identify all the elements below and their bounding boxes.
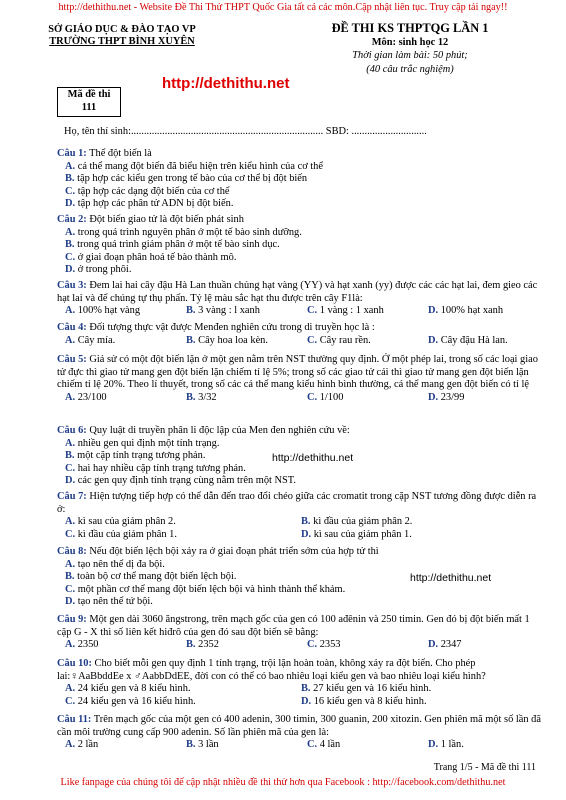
question-text: Đột biến giao tử là đột biến phát sinh xyxy=(89,214,244,225)
question-text: Cho biết mỗi gen quy định 1 tính trạng, trội lặn hoàn toàn, không xảy ra đột biến. Cho phép lai:♀AaBbddEe x ♂AabbDdEE, đời con có thể có bao nhiêu loại kiểu gen và bao nhiêu loại kiểu hình? xyxy=(57,658,486,682)
option-d[interactable]: D. Cây đậu Hà lan. xyxy=(428,334,508,346)
option-a[interactable]: A. 23/100 xyxy=(65,391,107,403)
option-c[interactable]: C. 2353 xyxy=(307,639,341,651)
option-b[interactable]: B. Cây hoa loa kèn. xyxy=(186,334,268,346)
option-a[interactable]: A. 100% hạt vàng xyxy=(65,305,141,317)
option-b[interactable]: B. kì đầu của giảm phân 2. xyxy=(301,516,413,528)
option-b[interactable]: B. 3 vàng : l xanh xyxy=(186,305,260,317)
question-number: Câu 2: xyxy=(57,214,87,225)
question-number: Câu 9: xyxy=(57,614,87,625)
question-number: Câu 1: xyxy=(57,148,87,159)
question-text: Đối tượng thực vật được Menđen nghiên cứu trong di truyền học là : xyxy=(89,322,375,333)
exam-question-count: (40 câu trắc nghiệm) xyxy=(366,63,454,75)
options-row xyxy=(57,529,541,542)
options-row xyxy=(57,305,541,318)
option-d[interactable]: D. 100% hạt xanh xyxy=(428,305,504,317)
option-d[interactable]: D. 1 lần. xyxy=(428,739,464,751)
option-d[interactable]: D. 16 kiểu gen và 8 kiểu hình. xyxy=(301,695,427,707)
option-c[interactable]: C. 24 kiểu gen và 16 kiểu hình. xyxy=(65,695,196,707)
question-number: Câu 8: xyxy=(57,546,87,557)
question-4 xyxy=(57,322,541,347)
question-number: Câu 11: xyxy=(57,714,92,725)
option-a[interactable]: A. 2 lần xyxy=(65,739,99,751)
options-row xyxy=(57,696,541,709)
question-text: Nếu đột biến lệch bội xảy ra ở giai đoạn phát triển sớm của hợp tử thì xyxy=(89,546,379,557)
options-row xyxy=(57,335,541,348)
option-a[interactable]: A. 2350 xyxy=(65,639,99,651)
option-c[interactable]: C. 1 vàng : 1 xanh xyxy=(307,305,384,317)
options-row xyxy=(57,639,541,652)
option-d[interactable]: D. tập hợp các phân tử ADN bị đột biến. xyxy=(65,198,234,210)
option-b[interactable]: B. 2352 xyxy=(186,639,219,651)
option-d[interactable]: D. các gen quy định tính trạng cùng nằm trên một NST. xyxy=(65,475,296,487)
question-text: Giả sử có một đột biến lặn ở một gen nằm trên NST thường quy định. Ở một phép lai, trong số các loại giao tử đực thì giao tử mang gen đột biến lặn chiếm tỉ lệ 5%; trong số các giao tử cái thì giao tử mang gen đột biến lặn chiếm tỉ lệ 20%. Theo lí thuyết, trong số các cá thể mang kiểu hình bình thường, cá thể mang gen đột biến có tỉ lệ xyxy=(57,354,538,391)
option-d[interactable]: D. kì sau của giảm phân 1. xyxy=(301,528,412,540)
question-text: Một gen dài 3060 ăngstrong, trên mạch gốc của gen có 100 ađênin và 250 timin. Gen đó bị đột biến mất 1 cặp G - X thì số liên kết hiđrô của gen đó sau đột biến sẽ bằng: xyxy=(57,614,530,638)
question-text: Thể đột biến là xyxy=(89,148,152,159)
question-text: Đem lai hai cây đậu Hà Lan thuần chủng hạt vàng (YY) và hạt xanh (yy) được các các hạt lai, đem gieo các hạt lai và để chúng tự thụ phấn. Tỷ lệ màu sắc hạt thu được trên cây F1là: xyxy=(57,280,538,304)
option-b[interactable]: B. một cặp tính trạng tương phản. xyxy=(65,450,206,462)
option-c[interactable]: C. kì đầu của giảm phân 1. xyxy=(65,528,177,540)
footer-fanpage-link[interactable]: Like fanpage của chúng tôi để cập nhật nhiều đề thi thử hơn qua Facebook : http://facebook.com/dethithu.net xyxy=(60,777,506,788)
option-d[interactable]: D. ở trong phôi. xyxy=(65,264,132,276)
watermark-url[interactable]: http://dethithu.net xyxy=(410,572,492,584)
exam-code-box xyxy=(57,87,121,117)
option-b[interactable]: B. tập hợp các kiểu gen trong tế bào của cơ thể bị đột biến xyxy=(65,173,308,185)
question-5 xyxy=(57,354,541,404)
student-info-line: Họ, tên thí sinh:.......................................................................... SBD: ............................. xyxy=(64,126,427,137)
exam-code-label: Mã đề thi xyxy=(67,89,111,100)
question-number: Câu 3: xyxy=(57,280,87,291)
department-name: SỞ GIÁO DỤC & ĐÀO TẠO VP xyxy=(48,24,196,35)
option-a[interactable]: A. kì sau của giảm phân 2. xyxy=(65,516,176,528)
question-number: Câu 6: xyxy=(57,425,87,436)
option-a[interactable]: A. 24 kiểu gen và 8 kiểu hình. xyxy=(65,683,191,695)
question-1 xyxy=(57,148,541,211)
option-d[interactable]: D. 2347 xyxy=(428,639,462,651)
option-a[interactable]: A. cá thể mang đột biến đã biểu hiện trên kiểu hình của cơ thể xyxy=(65,160,323,172)
options-row xyxy=(57,739,541,752)
options-row xyxy=(57,392,541,405)
option-c[interactable]: C. 4 lần xyxy=(307,739,341,751)
option-c[interactable]: C. 1/100 xyxy=(307,391,344,403)
option-d[interactable]: D. 23/99 xyxy=(428,391,465,403)
options-row xyxy=(57,683,541,696)
option-c[interactable]: C. tập hợp các dạng đột biến của cơ thể xyxy=(65,185,230,197)
question-10 xyxy=(57,658,541,708)
question-text: Hiện tượng tiếp hợp có thể dẫn đến trao đổi chéo giữa các cromatit trong cặp NST tương đồng được diễn ra ở: xyxy=(57,491,537,515)
school-name: TRƯỜNG THPT BÌNH XUYÊN xyxy=(49,36,195,47)
question-number: Câu 4: xyxy=(57,322,87,333)
question-7 xyxy=(57,491,541,541)
brand-url[interactable]: http://dethithu.net xyxy=(162,75,290,92)
option-c[interactable]: C. hai hay nhiều cặp tính trạng tương phản. xyxy=(65,462,246,474)
option-c[interactable]: C. một phần cơ thể mang đột biến lệch bội và hình thành thể khảm. xyxy=(65,583,346,595)
option-b[interactable]: B. 3/32 xyxy=(186,391,217,403)
question-text: Quy luật di truyền phân li độc lập của Men đen nghiên cứu về: xyxy=(89,425,350,436)
option-a[interactable]: A. nhiều gen qui định một tính trạng. xyxy=(65,437,220,449)
option-b[interactable]: B. toàn bộ cơ thể mang đột biến lệch bội. xyxy=(65,571,237,583)
option-b[interactable]: B. 27 kiểu gen và 16 kiểu hình. xyxy=(301,683,432,695)
watermark-url[interactable]: http://dethithu.net xyxy=(272,452,354,464)
option-d[interactable]: D. tạo nên thể tứ bội. xyxy=(65,596,153,608)
question-3 xyxy=(57,280,541,318)
exam-title: ĐỀ THI KS THPTQG LẦN 1 xyxy=(331,21,489,35)
option-c[interactable]: C. ở giai đoạn phân hoá tế bào thành mô. xyxy=(65,251,237,263)
question-number: Câu 7: xyxy=(57,491,87,502)
option-a[interactable]: A. trong quá trình nguyên phân ở một tế bào sinh dưỡng. xyxy=(65,226,302,238)
option-b[interactable]: B. trong quá trình giảm phân ở một tế bào sinh dục. xyxy=(65,239,280,251)
page-number: Trang 1/5 - Mã đề thi 111 xyxy=(433,762,536,773)
exam-header xyxy=(280,22,540,76)
question-11 xyxy=(57,714,541,752)
question-text: Trên mạch gốc của một gen có 400 adenin, 300 timin, 300 guanin, 200 xitozin. Gen phiên mã một số lần đã cần môi trường cung cấp 900 adenin. Số lần phiên mã của gen là: xyxy=(57,714,541,738)
exam-time: Thời gian làm bài: 50 phút; xyxy=(352,50,468,61)
option-b[interactable]: B. 3 lần xyxy=(186,739,219,751)
options-row xyxy=(57,516,541,529)
option-a[interactable]: A. Cây mía. xyxy=(65,334,116,346)
exam-code: 111 xyxy=(81,102,97,113)
top-banner[interactable]: http://dethithu.net - Website Đề Thi Thử THPT Quốc Gia tất cả các môn.Cập nhật liên tục. Truy cập tải ngay!! xyxy=(58,2,508,13)
option-c[interactable]: C. Cây rau rền. xyxy=(307,334,371,346)
question-number: Câu 5: xyxy=(57,354,87,365)
question-2 xyxy=(57,214,541,277)
school-header xyxy=(22,24,222,48)
exam-subject: Môn: sinh học 12 xyxy=(371,36,449,48)
question-9 xyxy=(57,614,541,652)
question-number: Câu 10: xyxy=(57,658,92,669)
option-a[interactable]: A. tạo nên thể dị đa bội. xyxy=(65,558,165,570)
